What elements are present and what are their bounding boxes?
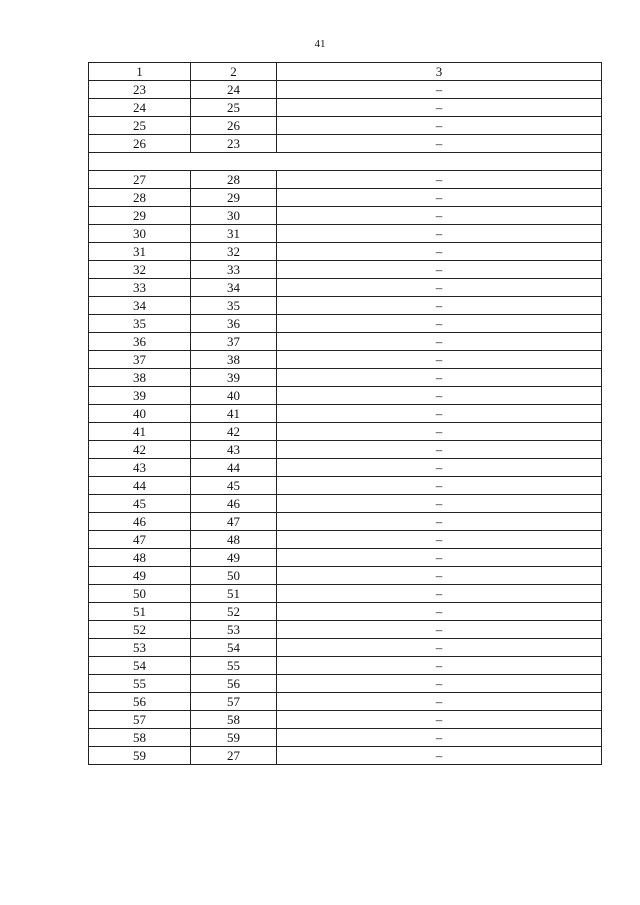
table-cell: – — [277, 603, 602, 621]
table-cell: – — [277, 207, 602, 225]
table-cell: 39 — [89, 387, 191, 405]
table-cell: – — [277, 675, 602, 693]
table-cell: – — [277, 711, 602, 729]
table-cell: 28 — [89, 189, 191, 207]
table-cell: – — [277, 135, 602, 153]
table-row — [89, 171, 602, 189]
table-cell: 44 — [89, 477, 191, 495]
table-row — [89, 405, 602, 423]
separator-cell — [89, 153, 602, 171]
table-cell: – — [277, 189, 602, 207]
table-cell: – — [277, 549, 602, 567]
table-cell: 50 — [89, 585, 191, 603]
table-row — [89, 441, 602, 459]
table-cell: 41 — [89, 423, 191, 441]
column-header: 1 — [89, 63, 191, 81]
table-cell: 32 — [89, 261, 191, 279]
table-row — [89, 315, 602, 333]
table-cell: 51 — [191, 585, 277, 603]
table-cell: 23 — [191, 135, 277, 153]
table-row — [89, 81, 602, 99]
table-cell: – — [277, 639, 602, 657]
table-row — [89, 369, 602, 387]
table-cell: 59 — [191, 729, 277, 747]
table-cell: 42 — [89, 441, 191, 459]
table-cell: – — [277, 477, 602, 495]
table-cell: – — [277, 459, 602, 477]
table-row — [89, 657, 602, 675]
table-row — [89, 189, 602, 207]
table-row — [89, 585, 602, 603]
table-cell: 46 — [89, 513, 191, 531]
table-row — [89, 135, 602, 153]
table-cell: 45 — [89, 495, 191, 513]
table-cell: 25 — [89, 117, 191, 135]
table-row — [89, 261, 602, 279]
table-row — [89, 387, 602, 405]
table-cell: 38 — [89, 369, 191, 387]
table-cell: 30 — [191, 207, 277, 225]
table-cell: 48 — [191, 531, 277, 549]
table-cell: 47 — [191, 513, 277, 531]
table-cell: 29 — [191, 189, 277, 207]
table-cell: 49 — [191, 549, 277, 567]
table-cell: 33 — [89, 279, 191, 297]
table-row — [89, 207, 602, 225]
table-cell: – — [277, 693, 602, 711]
table-cell: 48 — [89, 549, 191, 567]
table-body — [89, 63, 602, 765]
table-cell: – — [277, 729, 602, 747]
table-cell: 34 — [191, 279, 277, 297]
table-cell: – — [277, 495, 602, 513]
table-cell: – — [277, 567, 602, 585]
table-cell: 57 — [89, 711, 191, 729]
table-cell: – — [277, 405, 602, 423]
table-cell: 27 — [191, 747, 277, 765]
table-row — [89, 297, 602, 315]
table-cell: – — [277, 513, 602, 531]
table-cell: – — [277, 99, 602, 117]
table-cell: 43 — [89, 459, 191, 477]
table-row — [89, 99, 602, 117]
table-cell: 52 — [89, 621, 191, 639]
table-cell: – — [277, 441, 602, 459]
table-cell: – — [277, 225, 602, 243]
table-cell: 34 — [89, 297, 191, 315]
table-cell: 52 — [191, 603, 277, 621]
table-cell: – — [277, 657, 602, 675]
table-cell: 24 — [191, 81, 277, 99]
table-row — [89, 351, 602, 369]
table-cell: – — [277, 423, 602, 441]
table-row — [89, 477, 602, 495]
table-cell: 25 — [191, 99, 277, 117]
table-cell: – — [277, 261, 602, 279]
table-cell: – — [277, 117, 602, 135]
table-cell: 37 — [89, 351, 191, 369]
table-cell: – — [277, 531, 602, 549]
table-cell: 36 — [191, 315, 277, 333]
table-cell: – — [277, 279, 602, 297]
table-cell: – — [277, 387, 602, 405]
table-cell: 53 — [89, 639, 191, 657]
table-cell: 31 — [89, 243, 191, 261]
data-table — [88, 62, 602, 765]
table-cell: 32 — [191, 243, 277, 261]
table-row — [89, 693, 602, 711]
table-cell: 28 — [191, 171, 277, 189]
table-cell: 35 — [191, 297, 277, 315]
table-cell: 47 — [89, 531, 191, 549]
table-cell: 44 — [191, 459, 277, 477]
table-cell: 23 — [89, 81, 191, 99]
table-row — [89, 513, 602, 531]
table-cell: 36 — [89, 333, 191, 351]
table-cell: 46 — [191, 495, 277, 513]
table-cell: 42 — [191, 423, 277, 441]
table-cell: 24 — [89, 99, 191, 117]
table-cell: 31 — [191, 225, 277, 243]
table-header-row — [89, 63, 602, 81]
table-cell: – — [277, 171, 602, 189]
table-cell: 55 — [191, 657, 277, 675]
table-cell: 56 — [89, 693, 191, 711]
table-cell: 54 — [89, 657, 191, 675]
table-cell: – — [277, 621, 602, 639]
table-row — [89, 639, 602, 657]
table-row — [89, 423, 602, 441]
table-cell: 37 — [191, 333, 277, 351]
table-cell: – — [277, 351, 602, 369]
table-cell: 26 — [89, 135, 191, 153]
table-cell: – — [277, 81, 602, 99]
table-separator-row — [89, 153, 602, 171]
table-cell: 33 — [191, 261, 277, 279]
table-row — [89, 279, 602, 297]
column-header: 3 — [277, 63, 602, 81]
column-header: 2 — [191, 63, 277, 81]
table-row — [89, 747, 602, 765]
table-cell: 35 — [89, 315, 191, 333]
table-row — [89, 495, 602, 513]
table-row — [89, 675, 602, 693]
table-row — [89, 621, 602, 639]
table-row — [89, 549, 602, 567]
table-cell: 27 — [89, 171, 191, 189]
table-cell: – — [277, 333, 602, 351]
table-cell: – — [277, 315, 602, 333]
table-row — [89, 603, 602, 621]
table-row — [89, 243, 602, 261]
table-cell: 49 — [89, 567, 191, 585]
table-cell: 58 — [89, 729, 191, 747]
table-cell: – — [277, 747, 602, 765]
page-number: 41 — [314, 38, 326, 50]
table-cell: 51 — [89, 603, 191, 621]
table-row — [89, 117, 602, 135]
table-row — [89, 333, 602, 351]
table-cell: 57 — [191, 693, 277, 711]
table-row — [89, 531, 602, 549]
table-cell: 53 — [191, 621, 277, 639]
table-cell: 41 — [191, 405, 277, 423]
table-cell: – — [277, 369, 602, 387]
table-cell: 59 — [89, 747, 191, 765]
table-cell: 40 — [191, 387, 277, 405]
table-cell: 54 — [191, 639, 277, 657]
table-row — [89, 729, 602, 747]
table-cell: 29 — [89, 207, 191, 225]
table-row — [89, 225, 602, 243]
table-cell: 38 — [191, 351, 277, 369]
table-cell: – — [277, 297, 602, 315]
table-cell: 58 — [191, 711, 277, 729]
table-cell: 26 — [191, 117, 277, 135]
table-cell: 45 — [191, 477, 277, 495]
table-cell: 39 — [191, 369, 277, 387]
table-cell: 55 — [89, 675, 191, 693]
table-cell: 50 — [191, 567, 277, 585]
table-row — [89, 459, 602, 477]
table-cell: 40 — [89, 405, 191, 423]
table-cell: – — [277, 585, 602, 603]
table-row — [89, 567, 602, 585]
table-cell: – — [277, 243, 602, 261]
table-cell: 30 — [89, 225, 191, 243]
table-row — [89, 711, 602, 729]
table-cell: 56 — [191, 675, 277, 693]
table-cell: 43 — [191, 441, 277, 459]
